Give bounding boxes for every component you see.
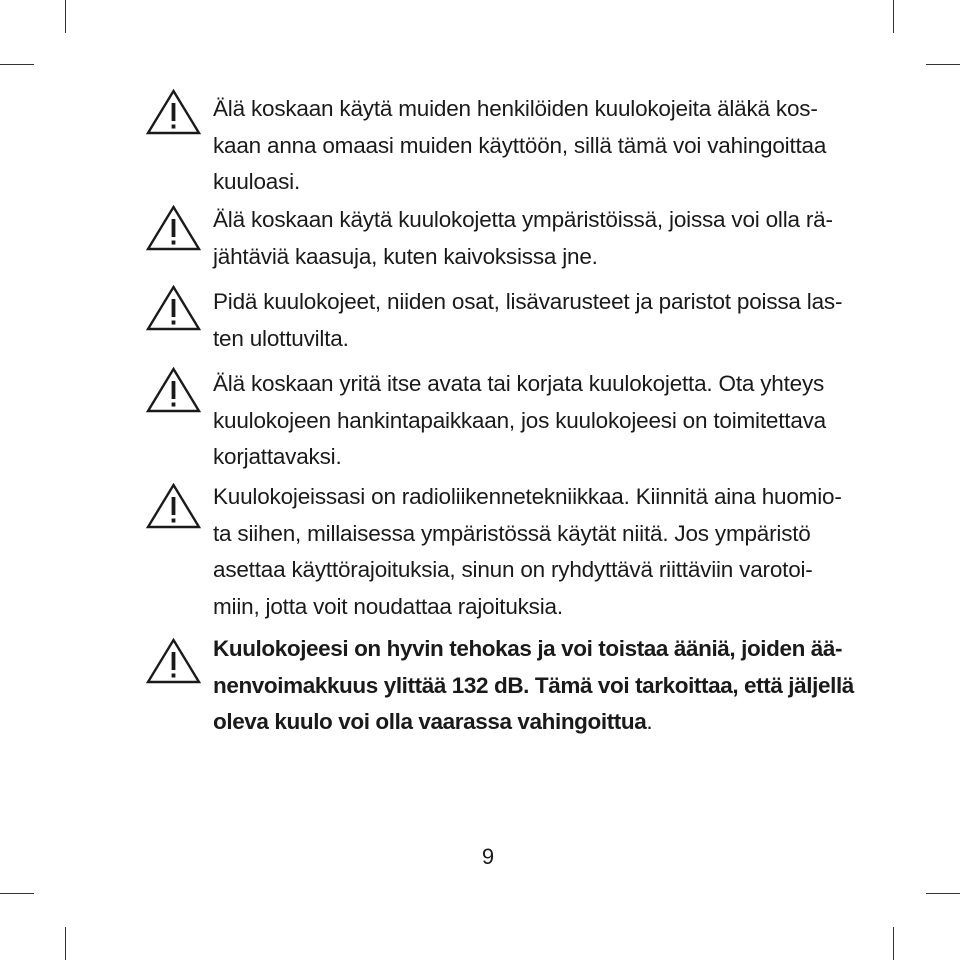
warning-text bbox=[213, 284, 843, 357]
warning-line: Älä koskaan käytä muiden henkilöiden kuulokojeita äläkä kos- bbox=[213, 96, 818, 121]
crop-mark-right-top bbox=[926, 64, 960, 65]
warning-triangle-icon bbox=[145, 204, 202, 252]
warning-triangle-icon bbox=[145, 366, 202, 414]
crop-mark-top-left bbox=[65, 0, 66, 33]
warning-triangle-icon bbox=[145, 284, 202, 332]
warning-line: nenvoimakkuus ylittää 132 dB. Tämä voi tarkoittaa, että jäljellä bbox=[213, 672, 854, 698]
warning-line bbox=[213, 704, 823, 741]
warning-line: Kuulokojeesi on hyvin tehokas ja voi toistaa ääniä, joiden ää- bbox=[213, 636, 843, 661]
warning-line-tail: . bbox=[646, 709, 653, 734]
warning-line: korjattavaksi. bbox=[213, 444, 342, 469]
crop-mark-top-right bbox=[893, 0, 894, 33]
warning-text bbox=[213, 202, 833, 275]
warning-triangle-icon bbox=[145, 482, 202, 530]
warning-text bbox=[213, 631, 854, 741]
warning-line: kuuloasi. bbox=[213, 169, 301, 194]
page-number: 9 bbox=[481, 844, 495, 869]
warning-line: Älä koskaan yritä itse avata tai korjata kuulokojetta. Ota yhteys bbox=[213, 371, 825, 396]
warning-line: asettaa käyttörajoituksia, sinun on ryhdyttävä riittäviin varotoi- bbox=[213, 557, 813, 582]
warning-line: Pidä kuulokojeet, niiden osat, lisävarusteet ja paristot poissa las- bbox=[213, 289, 843, 314]
warning-line: jähtäviä kaasuja, kuten kaivoksissa jne. bbox=[213, 243, 598, 269]
warning-triangle-icon bbox=[145, 88, 202, 136]
crop-mark-bottom-left bbox=[65, 927, 66, 960]
warning-text bbox=[213, 366, 826, 476]
warning-line: kaan anna omaasi muiden käyttöön, sillä tämä voi vahingoittaa bbox=[213, 132, 827, 158]
warning-text bbox=[213, 91, 827, 201]
crop-mark-left-top bbox=[0, 64, 34, 65]
warning-triangle-icon bbox=[145, 637, 202, 685]
crop-mark-right-bottom bbox=[926, 893, 960, 894]
warning-line: ta siihen, millaisessa ympäristössä käytät niitä. Jos ympäristö bbox=[213, 520, 811, 546]
crop-mark-bottom-right bbox=[893, 927, 894, 960]
warning-line: Älä koskaan käytä kuulokojetta ympäristöissä, joissa voi olla rä- bbox=[213, 207, 833, 232]
warning-line: kuulokojeen hankintapaikkaan, jos kuulokojeesi on toimitettava bbox=[213, 407, 826, 433]
warning-line: miin, jotta voit noudattaa rajoituksia. bbox=[213, 593, 563, 619]
warning-line: ten ulottuvilta. bbox=[213, 325, 349, 351]
crop-mark-left-bottom bbox=[0, 893, 34, 894]
warning-line: Kuulokojeissasi on radioliikennetekniikkaa. Kiinnitä aina huomio- bbox=[213, 484, 842, 509]
warning-text bbox=[213, 479, 842, 625]
warning-line-text: oleva kuulo voi olla vaarassa vahingoittua bbox=[213, 709, 647, 734]
